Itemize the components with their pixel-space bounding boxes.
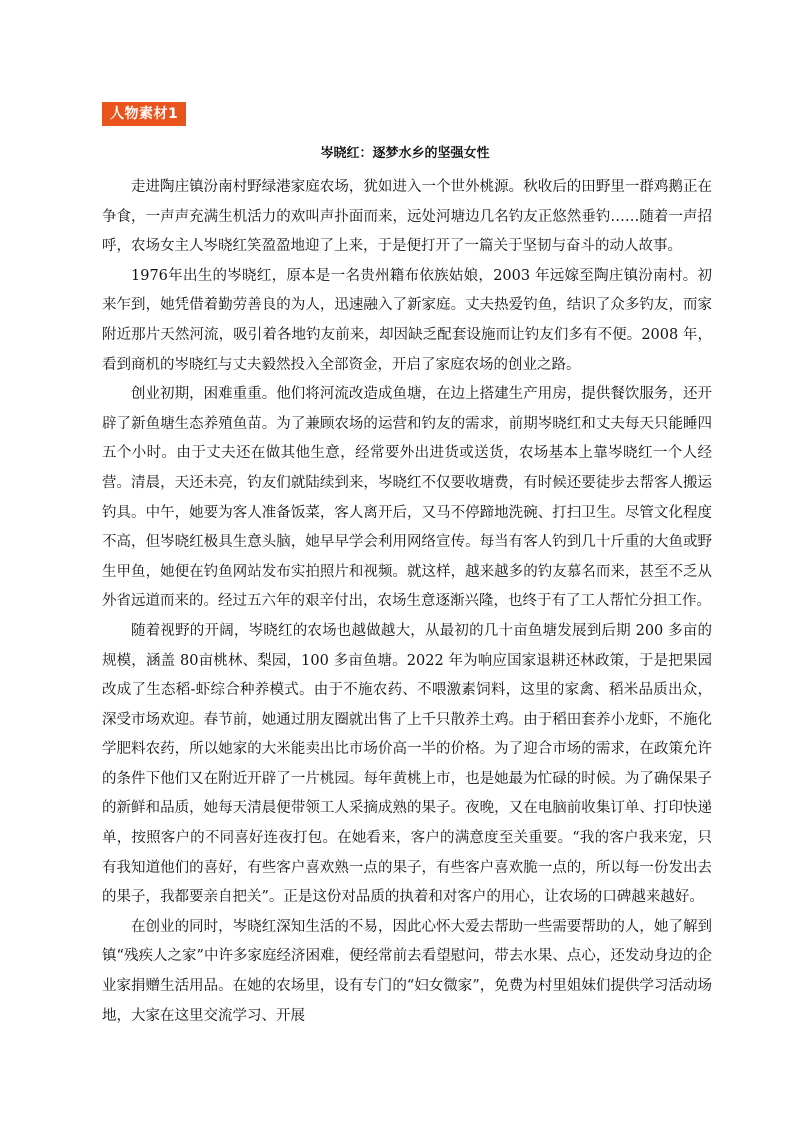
paragraph: 创业初期，困难重重。他们将河流改造成鱼塘，在边上搭建生产用房，提供餐饮服务，还开辟了新鱼塘生态养殖鱼苗。为了兼顾农场的运营和钓友的需求，前期岑晓红和丈夫每天只能睡四五个小时。由于丈夫还在做其他生意，经常要外出进货或送货，农场基本上靠岑晓红一个人经营。清晨，天还未亮，钓友们就陆续到来，岑晓红不仅要收塘费，有时候还要徒步去帮客人搬运钓具。中午，她要为客人准备饭菜，客人离开后，又马不停蹄地洗碗、打扫卫生。尽管文化程度不高，但岑晓红极具生意头脑，她早早学会利用网络宣传。每当有客人钓到几十斤重的大鱼或野生甲鱼，她便在钓鱼网站发布实拍照片和视频。就这样，越来越多的钓友慕名而来，甚至不乏从外省远道而来的。经过五六年的艰辛付出，农场生意逐渐兴隆，也终于有了工人帮忙分担工作。 [102, 386, 712, 610]
paragraph: 在创业的同时，岑晓红深知生活的不易，因此心怀大爱去帮助一些需要帮助的人，她了解到镇“残疾人之家”中许多家庭经济困难，便经常前去看望慰问，带去水果、点心，还发动身边的企业家捐赠生活用品。在她的农场里，设有专门的“妇女微家”，免费为村里姐妹们提供学习活动场地，大家在这里交流学习、开展 [102, 918, 712, 1024]
article-title: 岑晓红：逐梦水乡的坚强女性 [320, 146, 490, 161]
paragraph: 走进陶庄镇汾南村野绿港家庭农场，犹如进入一个世外桃源。秋收后的田野里一群鸡鹅正在争食，一声声充满生机活力的欢叫声扑面而来，远处河塘边几名钓友正悠然垂钓……随着一声招呼，农场女主人岑晓红笑盈盈地迎了上来，于是便打开了一篇关于坚韧与奋斗的动人故事。 [102, 179, 712, 255]
article-body [102, 173, 712, 1031]
paragraph: 随着视野的开阔，岑晓红的农场也越做越大，从最初的几十亩鱼塘发展到后期 200 多亩的规模，涵盖 80亩桃林、梨园，100 多亩鱼塘。2022 年为响应国家退耕还林政策，于是把果园改成了生态稻-虾综合种养模式。由于不施农药、不喂激素饲料，这里的家禽、稻米品质出众，深受市场欢迎。春节前，她通过朋友圈就出售了上千只散养土鸡。由于稻田套养小龙虾，不施化学肥料农药，所以她家的大米能卖出比市场价高一半的价格。为了迎合市场的需求，在政策允许的条件下他们又在附近开辟了一片桃园。每年黄桃上市，也是她最为忙碌的时候。为了确保果子的新鲜和品质，她每天清晨便带领工人采摘成熟的果子。夜晚，又在电脑前收集订单、打印快递单，按照客户的不同喜好连夜打包。在她看来，客户的满意度至关重要。“我的客户我来宠，只有我知道他们的喜好，有些客户喜欢熟一点的果子，有些客户喜欢脆一点的，所以每一份发出去的果子，我都要亲自把关”。正是这份对品质的执着和对客户的用心，让农场的口碑越来越好。 [102, 622, 712, 906]
paragraph: 1976年出生的岑晓红，原本是一名贵州籍布依族姑娘，2003 年远嫁至陶庄镇汾南村。初来乍到，她凭借着勤劳善良的为人，迅速融入了新家庭。丈夫热爱钓鱼，结识了众多钓友，而家附近那片天然河流，吸引着各地钓友前来，却因缺乏配套设施而让钓友们多有不便。2008 年，看到商机的岑晓红与丈夫毅然投入全部资金，开启了家庭农场的创业之路。 [102, 267, 712, 373]
section-tag: 人物素材1 [102, 102, 186, 126]
